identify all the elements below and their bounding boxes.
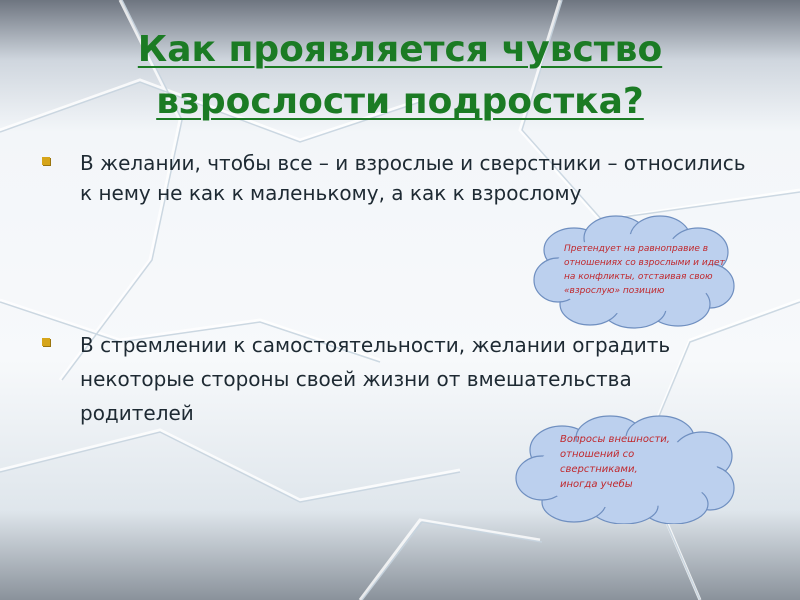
- square-bullet-icon: [42, 338, 50, 346]
- bullet-2: [42, 338, 54, 350]
- slide-title: Как проявляется чувство взрослости подростка?: [137, 29, 663, 122]
- callout-1-text: Претендует на равноправие в отношениях со взрослыми и идет на конфликты, отстаивая свою «взрослую» позицию: [564, 244, 725, 296]
- bullet-1: [42, 157, 54, 169]
- callout-2-text: Вопросы внешности, отношений со сверстниками, иногда учебы: [560, 434, 670, 490]
- callout-cloud-2: [512, 412, 738, 524]
- bullet-1-text: В желании, чтобы все – и взрослые и сверстники – относились к нему не как к маленькому, а как к взрослому: [80, 151, 746, 205]
- callout-cloud-1: [530, 208, 736, 330]
- square-bullet-icon: [42, 157, 50, 165]
- bullet-2-text: В стремлении к самостоятельности, желании оградить некоторые стороны своей жизни от вмешательства родителей: [80, 333, 671, 425]
